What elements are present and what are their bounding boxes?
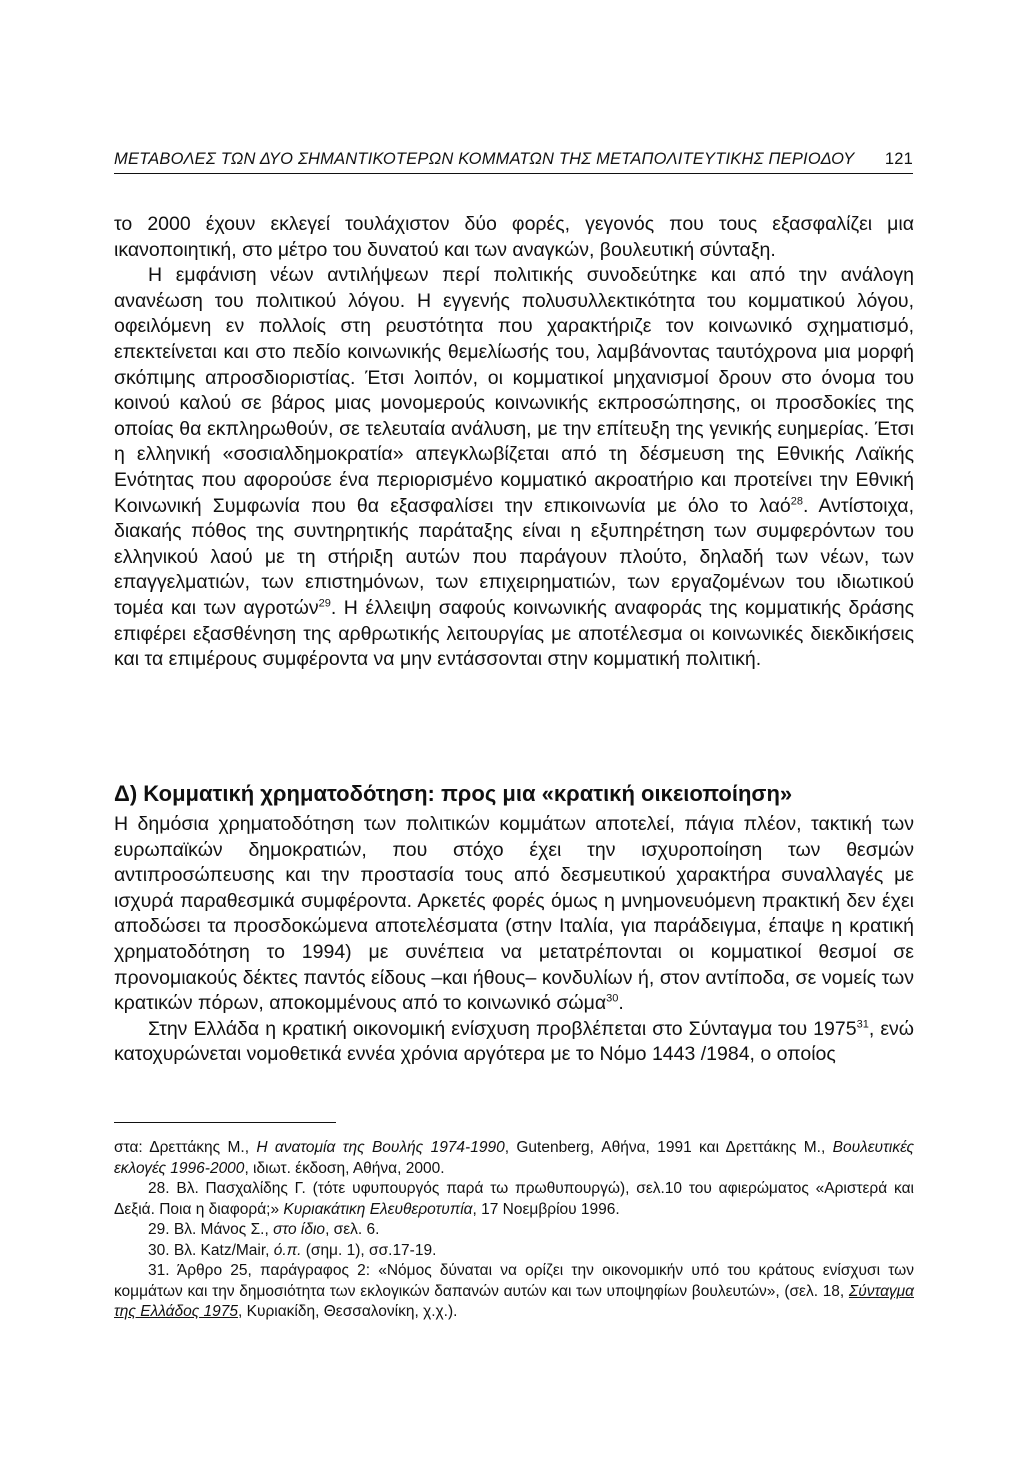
footnote-text: , Κυριακίδη, Θεσσαλονίκη, χ.χ.). (238, 1303, 458, 1320)
paragraph-text: , ενώ κατοχυρώνεται νομοθετικά εννέα χρόνια αργότερα με το Νόμο 1443 /1984, ο οποίος (114, 1017, 914, 1066)
footnote-ref-31[interactable]: 31 (856, 1018, 869, 1031)
footnote-text: στα: Δρεττάκης Μ., (114, 1139, 257, 1156)
paragraph (114, 263, 914, 673)
paragraph-text: Η εμφάνιση νέων αντιλήψεων περί πολιτικής συνοδεύτηκε και από την ανάλογη ανανέωση του πολιτικού λόγου. Η εγγενής πολυσυλλεκτικότητα του κομματικού λόγου, οφειλόμενη εν πολλοίς στη ρευστότητα που χαρακτήριζε τον κοινωνικό σχηματισμό, επεκτείνεται και στο πεδίο κοινωνικής θεμελίωσής του, λαμβάνοντας ταυτόχρονα μια μορφή σκόπιμης απροσδιοριστίας. Έτσι λοιπόν, οι κομματικοί μηχανισμοί δρουν στο όνομα του κοινού καλού σε βάρος μιας μονομερούς κοινωνικής εκπροσώπησης, οι προσδοκίες της οποίας θα εκπληρωθούν, σε τελευταία ανάλυση, με την επίτευξη της γενικής ευημερίας. Έτσι η ελληνική «σοσιαλδημοκρατία» απεγκλωβίζεται από τη δέσμευση της Εθνικής Λαϊκής Ενότητας που αφορούσε ένα περιορισμένο κομματικό ακροατήριο και προτείνει την Εθνική Κοινωνική Συμφωνία που θα εξασφαλίσει την επικοινωνία με όλο το λαό (114, 264, 914, 517)
footnote-text: 28. Βλ. Πασχαλίδης Γ. (τότε υφυπουργός παρά τω πρωθυπουργώ), σελ.10 του αφιερώματος «Αριστερά και Δεξιά. Ποια η διαφορά;» (114, 1180, 914, 1218)
running-title: ΜΕΤΑΒΟΛΕΣ ΤΩΝ ΔΥΟ ΣΗΜΑΝΤΙΚΟΤΕΡΩΝ ΚΟΜΜΑΤΩΝ ΤΗΣ ΜΕΤΑΠΟΛΙΤΕΥΤΙΚΗΣ ΠΕΡΙΟΔΟΥ (114, 150, 855, 168)
footnote-28 (114, 1179, 914, 1220)
footnote-31 (114, 1261, 914, 1323)
footnote-ref-28[interactable]: 28 (790, 495, 804, 508)
footnote-continued (114, 1138, 914, 1179)
footnote-ref-29[interactable]: 29 (318, 597, 331, 610)
paragraph-text: . Η έλλειψη σαφούς κοινωνικής αναφοράς της κομματικής δράσης επιφέρει εξασθένηση της αρθρωτικής λειτουργίας με αποτέλεσμα οι κοινωνικές διεκδικήσεις και τα επιμέρους συμφέροντα να μην εντάσσονται στην κομματική πολιτική. (114, 596, 914, 671)
footnote-title: Βουλευτικές εκλογές 1996-2000 (114, 1139, 915, 1177)
paragraph-text: Η δημόσια χρηματοδότηση των πολιτικών κομμάτων αποτελεί, πάγια πλέον, τακτική των ευρωπαϊκών δημοκρατιών, που στόχο έχει την ισχυροποίηση των θεσμών αντιπροσώπευσης και την προστασία τους από δεσμευτικού χαρακτήρα συναλλαγές με ισχυρά παραθεσμικά συμφέροντα. Αρκετές φορές όμως η μνημονευόμενη πρακτική δεν έχει αποδώσει τα προσδοκώμενα αποτελέσματα (στην Ιταλία, για παράδειγμα, έπαψε η κρατική χρηματοδότηση το 1994) με συνέπεια να μετατρέπονται οι κομματικοί θεσμοί σε προνομιακούς δέκτες παντός είδους –και ήθους– κονδυλίων ή, στον αντίποδα, σε νομείς των κρατικών πόρων, αποκομμένους από το κοινωνικό σώμα (114, 813, 914, 1015)
main-text (114, 212, 914, 673)
paragraph-text: Στην Ελλάδα η κρατική οικονομική ενίσχυση προβλέπεται στο Σύνταγμα του 1975 (148, 1017, 857, 1040)
footnote-ref-30[interactable]: 30 (606, 992, 619, 1005)
footnote-29 (114, 1220, 914, 1241)
page-number: 121 (884, 150, 913, 168)
footnote-text: (σημ. 1), σσ.17-19. (301, 1241, 437, 1259)
footnote-title: στο ίδιο (273, 1221, 326, 1238)
footnote-title: ό.π. (273, 1241, 302, 1259)
footnotes (114, 1138, 914, 1323)
footnote-divider (114, 1122, 336, 1123)
footnote-text: , ιδιωτ. έκδοση, Αθήνα, 2000. (244, 1159, 445, 1177)
footnote-text: 31. Άρθρο 25, παράγραφος 2: «Νόμος δύναται να ορίζει την οικονομικήν υπό του κράτους ενίσχυσι των κομμάτων και την δημοσιότητα των εκλογικών δαπανών αυτών και των υποψηφίων βουλευτών», (σελ. 18, (114, 1262, 914, 1300)
footnote-title: Σύνταγμα της Ελλάδος 1975 (114, 1282, 914, 1320)
footnote-text: , Gutenberg, Αθήνα, 1991 και Δρεττάκης Μ., (504, 1139, 833, 1156)
footnote-text: 29. Βλ. Μάνος Σ., (148, 1221, 274, 1238)
paragraph-continued: το 2000 έχουν εκλεγεί τουλάχιστον δύο φορές, γεγονός που τους εξασφαλίζει μια ικανοποιητική, στο μέτρο του δυνατού και των αναγκών, βουλευτική σύνταξη. (114, 213, 914, 261)
running-header (114, 150, 913, 174)
footnote-text: , 17 Νοεμβρίου 1996. (472, 1200, 620, 1218)
paragraph-text: . (618, 992, 624, 1015)
paragraph-text: . Αντίστοιχα, διακαής πόθος της συντηρητικής παράταξης είναι η εξυπηρέτηση των συμφερόντων του ελληνικού λαού με τη στήριξη αυτών που παράγουν πλούτο, δηλαδή των νέων, των επαγγελματιών, των επιστημόνων, των επιχειρηματιών, των εργαζομένων του ιδιωτικού τομέα και των αγροτών (114, 494, 914, 619)
footnote-title: Κυριακάτικη Ελευθεροτυπία (283, 1200, 473, 1218)
footnote-text: , σελ. 6. (325, 1221, 380, 1238)
paragraph (114, 812, 914, 1017)
section-heading: Δ) Κομματική χρηματοδότηση: προς μια «κρατική οικειοποίηση» (114, 781, 793, 806)
footnote-text: 30. Βλ. Katz/Mair, (148, 1241, 274, 1259)
section-text (114, 812, 914, 1068)
paragraph (114, 1017, 914, 1068)
footnote-title: Η ανατομία της Βουλής 1974-1990 (256, 1139, 505, 1156)
footnote-30 (114, 1241, 914, 1262)
